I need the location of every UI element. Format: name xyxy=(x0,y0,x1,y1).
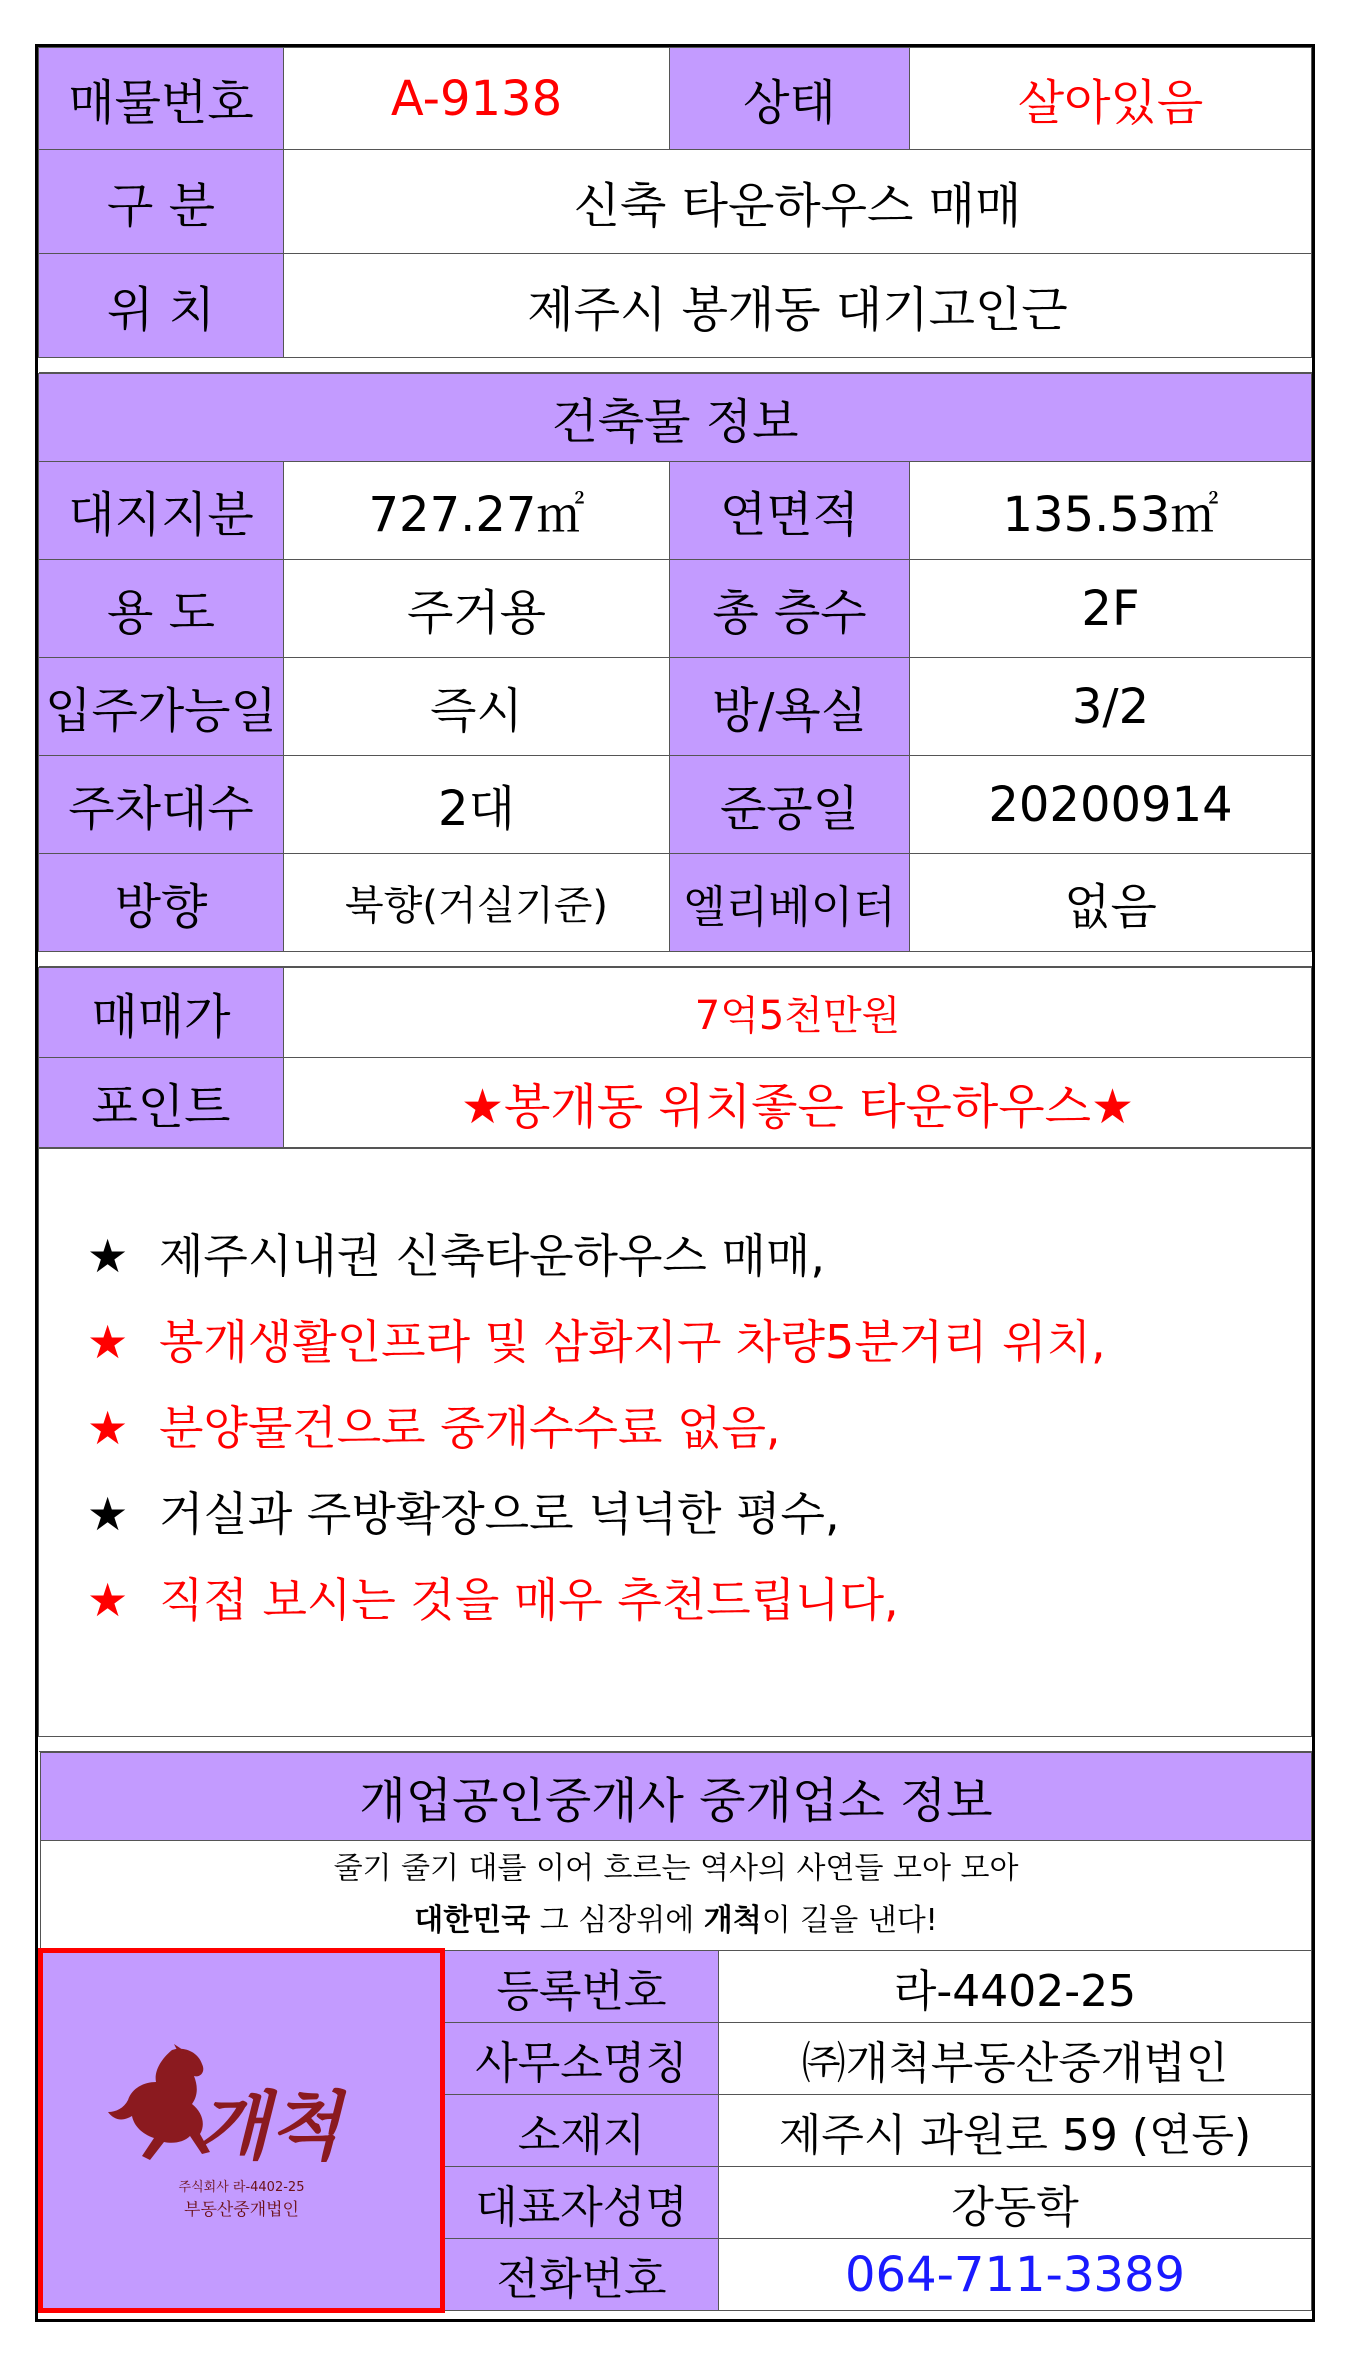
move-in-label: 입주가능일 xyxy=(39,658,284,756)
elevator-label: 엘리베이터 xyxy=(670,854,910,952)
description-text: 분양물건으로 중개수수료 없음, xyxy=(159,1401,781,1455)
direction-value: 북향(거실기준) xyxy=(284,854,670,952)
agency-table xyxy=(38,1752,1312,2313)
listing-header-table xyxy=(38,47,1312,373)
slogan-line-2 xyxy=(41,1895,1311,1947)
floors-label: 총 층수 xyxy=(670,560,910,658)
parking-value: 2대 xyxy=(284,756,670,854)
address-value: 제주시 과원로 59 (연동) xyxy=(719,2095,1312,2167)
description-text: 거실과 주방확장으로 넉넉한 평수, xyxy=(159,1487,840,1541)
description-line xyxy=(87,1385,1311,1471)
spacer xyxy=(39,1737,1312,1752)
usage-label: 용 도 xyxy=(39,560,284,658)
status-value: 살아있음 xyxy=(910,48,1312,150)
description-block xyxy=(39,1149,1312,1737)
logo-subtitle-2: 부동산중개법인 xyxy=(184,2199,299,2220)
representative-value: 강동학 xyxy=(719,2167,1312,2239)
land-share-label: 대지지분 xyxy=(39,462,284,560)
description-line xyxy=(87,1299,1311,1385)
location-label: 위 치 xyxy=(39,254,284,358)
address-label: 소재지 xyxy=(443,2095,719,2167)
type-label: 구 분 xyxy=(39,150,284,254)
office-name-label: 사무소명칭 xyxy=(443,2023,719,2095)
star-icon: ★ xyxy=(87,1401,129,1455)
slogan-line-1: 줄기 줄기 대를 이어 흐르는 역사의 사연들 모아 모아 xyxy=(333,1850,1019,1886)
agency-slogan xyxy=(41,1841,1312,1951)
point-value: ★봉개동 위치좋은 타운하우스★ xyxy=(284,1058,1312,1148)
slogan-mid: 그 심장위에 xyxy=(530,1902,704,1938)
completion-value: 20200914 xyxy=(910,756,1312,854)
description-text: 직접 보시는 것을 매우 추천드립니다, xyxy=(159,1573,899,1627)
direction-label: 방향 xyxy=(39,854,284,952)
logo-word: 개척 xyxy=(198,2083,341,2170)
completion-label: 준공일 xyxy=(670,756,910,854)
price-table xyxy=(38,967,1312,1148)
registration-label: 등록번호 xyxy=(443,1951,719,2023)
listing-sheet xyxy=(35,44,1315,2322)
usage-value: 주거용 xyxy=(284,560,670,658)
star-icon: ★ xyxy=(87,1487,129,1541)
logo-subtitle-1: 주식회사 라-4402-25 xyxy=(178,2179,305,2195)
type-value: 신축 타운하우스 매매 xyxy=(284,150,1312,254)
slogan-end: 이 길을 낸다! xyxy=(761,1902,938,1938)
rooms-value: 3/2 xyxy=(910,658,1312,756)
star-icon: ★ xyxy=(87,1315,129,1369)
horse-icon xyxy=(41,2042,441,2172)
agency-section-title: 개업공인중개사 중개업소 정보 xyxy=(41,1753,1312,1841)
listing-id-value: A-9138 xyxy=(284,48,670,150)
spacer xyxy=(39,952,1312,967)
location-value: 제주시 봉개동 대기고인근 xyxy=(284,254,1312,358)
status-label: 상태 xyxy=(670,48,910,150)
floor-area-value: 135.53㎡ xyxy=(910,462,1312,560)
representative-label: 대표자성명 xyxy=(443,2167,719,2239)
description-line xyxy=(87,1557,1311,1643)
price-label: 매매가 xyxy=(39,968,284,1058)
parking-label: 주차대수 xyxy=(39,756,284,854)
phone-label: 전화번호 xyxy=(443,2239,719,2311)
building-info-table xyxy=(38,373,1312,967)
slogan-bold-korea: 대한민국 xyxy=(414,1902,531,1938)
registration-value: 라-4402-25 xyxy=(719,1951,1312,2023)
description-line xyxy=(87,1471,1311,1557)
building-section-title: 건축물 정보 xyxy=(39,374,1312,462)
description-table xyxy=(38,1148,1312,1752)
price-value: 7억5천만원 xyxy=(284,968,1312,1058)
spacer xyxy=(39,358,1312,373)
floors-value: 2F xyxy=(910,560,1312,658)
office-name-value: ㈜개척부동산중개법인 xyxy=(719,2023,1312,2095)
elevator-value: 없음 xyxy=(910,854,1312,952)
slogan-bold-gaecheok: 개척 xyxy=(703,1902,762,1938)
rooms-label: 방/욕실 xyxy=(670,658,910,756)
point-label: 포인트 xyxy=(39,1058,284,1148)
phone-value[interactable]: 064-711-3389 xyxy=(719,2239,1312,2311)
description-text: 봉개생활인프라 및 삼화지구 차량5분거리 위치, xyxy=(159,1315,1106,1369)
star-icon: ★ xyxy=(87,1573,129,1627)
agency-logo xyxy=(41,1951,443,2311)
description-text: 제주시내권 신축타운하우스 매매, xyxy=(159,1229,825,1283)
floor-area-label: 연면적 xyxy=(670,462,910,560)
description-line xyxy=(87,1213,1311,1299)
move-in-value: 즉시 xyxy=(284,658,670,756)
star-icon: ★ xyxy=(87,1229,129,1283)
land-share-value: 727.27㎡ xyxy=(284,462,670,560)
listing-id-label: 매물번호 xyxy=(39,48,284,150)
